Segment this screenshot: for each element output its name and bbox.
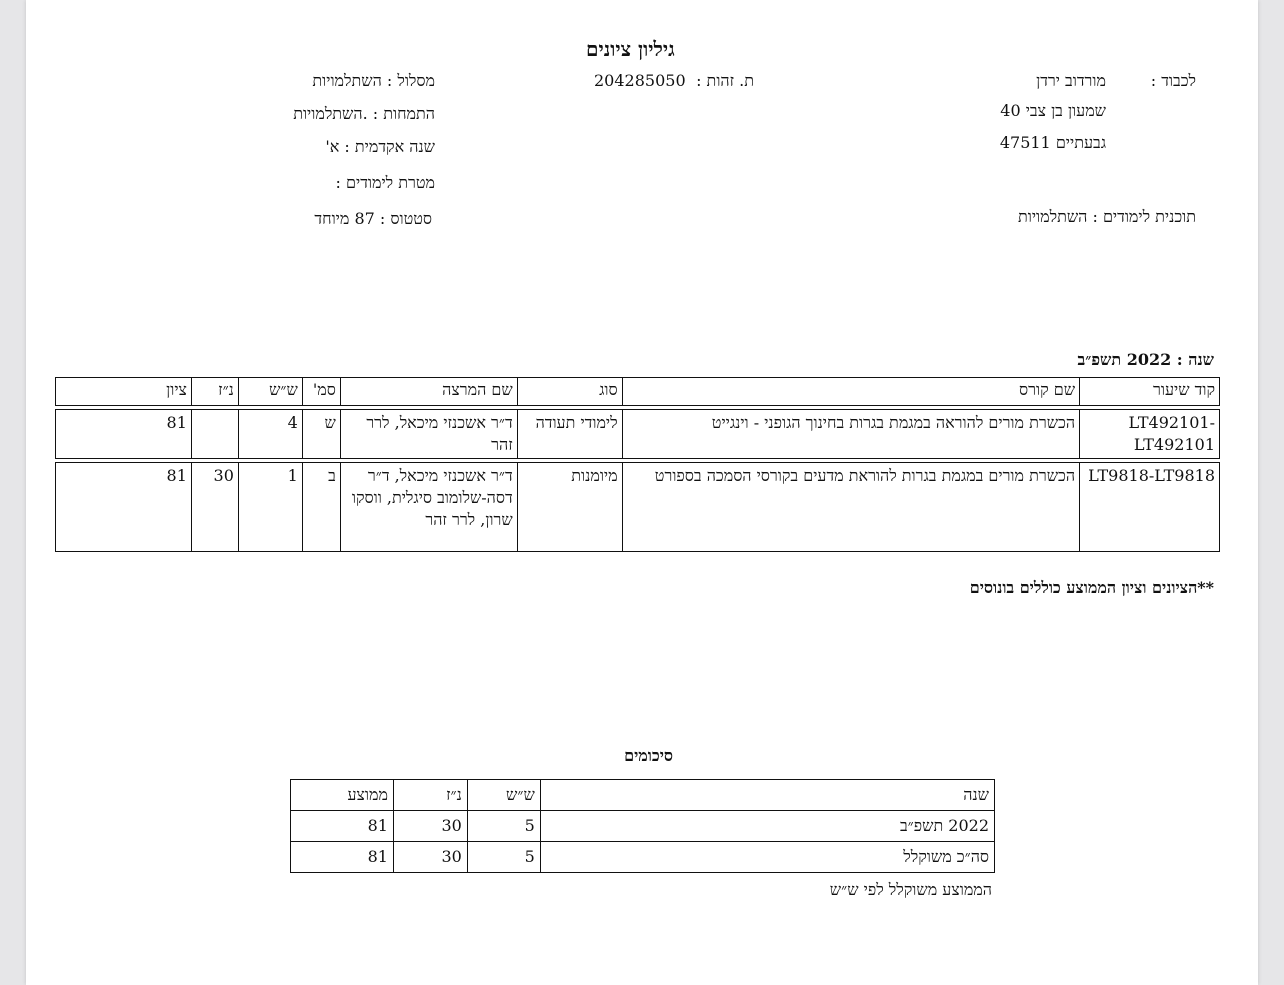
table-row (291, 811, 995, 842)
col-header-grade: ציון (56, 378, 192, 406)
summary-col-average: ממוצע (291, 780, 394, 811)
course-grade: 81 (56, 463, 192, 552)
specialization: התמחות : .השתלמויות (293, 104, 435, 123)
table-row (291, 842, 995, 873)
summary-average: 81 (291, 811, 394, 842)
id-label: ת. זהות : (696, 71, 754, 90)
transcript-page (26, 0, 1258, 985)
study-program: תוכנית לימודים : השתלמויות (1017, 207, 1196, 226)
summary-total-label: סה״כ משוקלל (540, 842, 994, 873)
year-heading: שנה : 2022 תשפ״ב (1077, 350, 1214, 369)
course-name: הכשרת מורים להוראה במגמת בגרות בחינוך הגופני - וינגייט (622, 410, 1079, 459)
recipient-name: מורדוב ירדן (1036, 71, 1106, 90)
academic-year: שנה אקדמית : א' (325, 137, 435, 156)
course-code: LT9818-LT9818 (1080, 463, 1220, 552)
summary-credits: 30 (393, 842, 467, 873)
course-semester: ב (302, 463, 340, 552)
course-semester: ש (302, 410, 340, 459)
course-credits: 30 (191, 463, 238, 552)
table-row (56, 410, 1220, 459)
col-header-code: קוד שיעור (1080, 378, 1220, 406)
recipient-street: שמעון בן צבי 40 (1000, 101, 1106, 120)
study-goal: מטרת לימודים : (335, 173, 435, 192)
page-title: גיליון ציונים (586, 37, 675, 61)
col-header-weekly-hours: ש״ש (238, 378, 302, 406)
course-type: לימודי תעודה (517, 410, 622, 459)
summary-year: 2022 תשפ״ב (540, 811, 994, 842)
course-credits (191, 410, 238, 459)
summary-col-year: שנה (540, 780, 994, 811)
track: מסלול : השתלמויות (312, 71, 435, 90)
summary-weekly-hours: 5 (467, 811, 540, 842)
id-number: 204285050 (594, 71, 686, 90)
course-grade: 81 (56, 410, 192, 459)
summary-weekly-hours: 5 (467, 842, 540, 873)
col-header-name: שם קורס (622, 378, 1079, 406)
summary-table (290, 779, 995, 873)
bonus-note: **הציונים וציון הממוצע כוללים בונוסים (969, 578, 1214, 597)
col-header-lecturer: שם המרצה (340, 378, 517, 406)
course-lecturer: ד״ר אשכנזי מיכאל, ד״ר דסה-שלומוב סיגלית, ווסקו שרון, לרר זהר (340, 463, 517, 552)
course-weekly-hours: 4 (238, 410, 302, 459)
course-type: מיומנות (517, 463, 622, 552)
table-row (56, 463, 1220, 552)
col-header-type: סוג (517, 378, 622, 406)
status: סטטוס : 87 מיוחד (314, 209, 432, 228)
summary-footnote: הממוצע משוקלל לפי ש״ש (829, 880, 992, 899)
course-lecturer: ד״ר אשכנזי מיכאל, לרר זהר (340, 410, 517, 459)
course-weekly-hours: 1 (238, 463, 302, 552)
course-code: LT492101-LT492101 (1080, 410, 1220, 459)
course-name: הכשרת מורים במגמת בגרות להוראת מדעים בקורסי הסמכה בספורט (622, 463, 1079, 552)
recipient-city: גבעתיים 47511 (999, 133, 1106, 152)
courses-header-row (56, 378, 1220, 406)
courses-table (55, 377, 1220, 552)
summary-average: 81 (291, 842, 394, 873)
col-header-semester: סמ' (302, 378, 340, 406)
summary-col-weekly-hours: ש״ש (467, 780, 540, 811)
summary-credits: 30 (393, 811, 467, 842)
summary-col-credits: נ״ז (393, 780, 467, 811)
summary-title: סיכומים (624, 746, 673, 765)
summary-header-row (291, 780, 995, 811)
recipient-label: לכבוד : (1150, 71, 1196, 90)
col-header-credits: נ״ז (191, 378, 238, 406)
